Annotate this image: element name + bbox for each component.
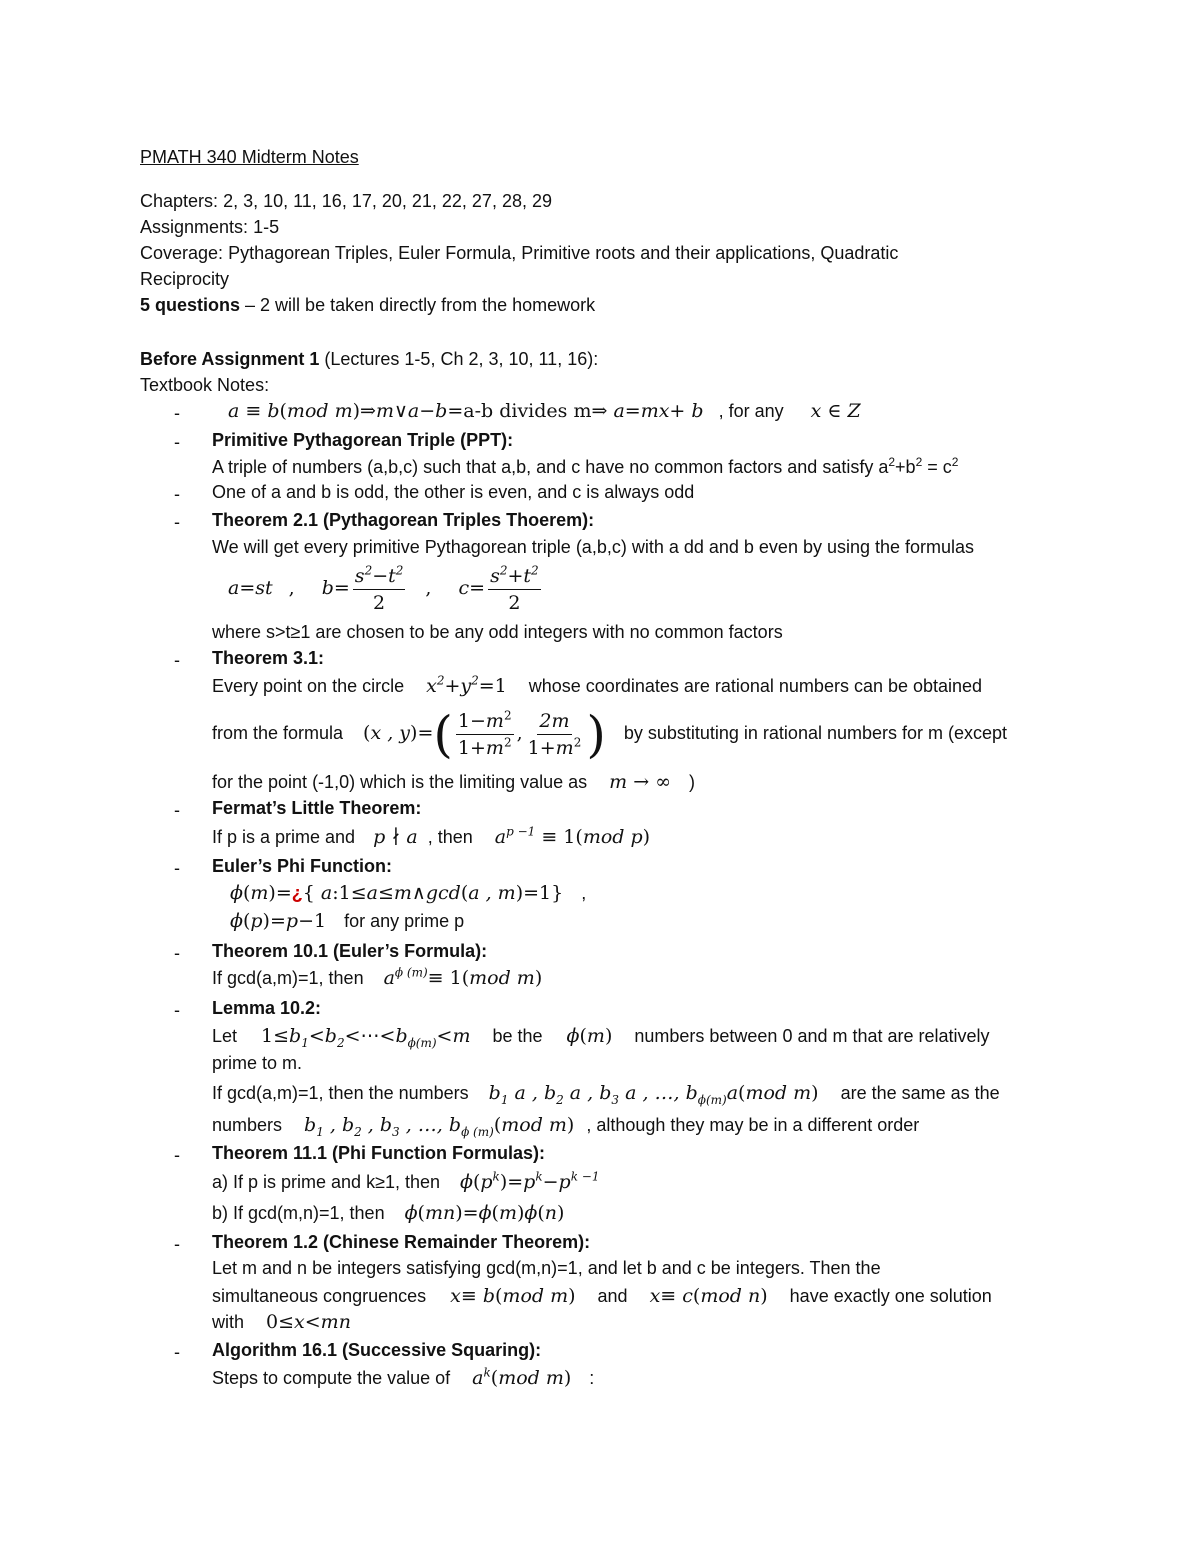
algorithm-16-1-steps: Steps to compute the value of $a^k(mod$ m) :: [212, 1365, 595, 1389]
bullet: -: [174, 1145, 180, 1165]
fermat-statement: If p is a prime and p ∤ a , then $a^{p -1} \equiv 1(mod$ p): [212, 824, 651, 848]
bullet: -: [174, 403, 180, 423]
mod-definition: a ≡ b(mod m)⇒m∨a−b=a-b divides m⇒ a=mx+ b , for any x ∈ Z: [228, 400, 861, 422]
bullet: -: [174, 1000, 180, 1020]
phi-title: Euler’s Phi Function:: [212, 856, 393, 876]
fermat-title: Fermat’s Little Theorem:: [212, 798, 422, 818]
lemma-10-2-prime: prime to m.: [212, 1053, 303, 1073]
theorem-3-1-circle: Every point on the circle $x^2+y^2=1$ whose coordinates are rational numbers can be obtained: [212, 673, 983, 697]
lemma-10-2-title: Lemma 10.2:: [212, 998, 322, 1018]
theorem-11-1-b: b) If gcd(m,n)=1, then ϕ(mn)=ϕ(m)ϕ(n): [212, 1202, 565, 1224]
theorem-3-1-title: Theorem 3.1:: [212, 648, 325, 668]
bullet: -: [174, 1234, 180, 1254]
crt-title: Theorem 1.2 (Chinese Remainder Theorem):: [212, 1232, 591, 1252]
theorem-10-1-statement: If gcd(a,m)=1, then $a^{\phi (m)}\equiv 1(mod$ m): [212, 965, 543, 989]
crt-range: with 0≤x<mn: [212, 1311, 351, 1333]
crt-description: Let m and n be integers satisfying gcd(m,n)=1, and let b and c be integers. Then the: [212, 1258, 881, 1278]
phi-definition: ϕ(m)=¿{ a:1≤a≤m∧gcd(a , m)=1} ,: [230, 882, 587, 904]
theorem-10-1-title: Theorem 10.1 (Euler’s Formula):: [212, 941, 488, 961]
ppt-title: Primitive Pythagorean Triple (PPT):: [212, 430, 514, 450]
assignments-line: Assignments: 1-5: [140, 217, 280, 237]
section-heading: Before Assignment 1 (Lectures 1-5, Ch 2, 3, 10, 11, 16):: [140, 349, 599, 369]
theorem-3-1-formula: from the formula (x , y)=( $\frac{1-m^2}{1+m^2}$ , $\frac{2m}{1+m^2}$ ) by substituting in rational numbers for m (except: [212, 705, 1008, 764]
crt-congruences: simultaneous congruences x≡ b(mod m) and x≡ c(mod n) have exactly one solution: [212, 1285, 992, 1307]
bullet: -: [174, 943, 180, 963]
theorem-11-1-title: Theorem 11.1 (Phi Function Formulas):: [212, 1143, 546, 1163]
section-subheading: Textbook Notes:: [140, 375, 270, 395]
lemma-10-2-gcd: If gcd(a,m)=1, then the numbers $b_1$ a , $b_2$ a , $b_3$ a , …, $b_{\phi(m)}a(mod$ m) are the same as the: [212, 1082, 1000, 1107]
odd-even-note: One of a and b is odd, the other is even, and c is always odd: [212, 482, 695, 502]
ppt-description: A triple of numbers (a,b,c) such that a,b, and c have no common factors and satisfy $a^2+b^2 = c^2$: [212, 455, 959, 477]
theorem-11-1-a: a) If p is prime and k≥1, then $\phi(p^k)=p^k-p^{k -1}$: [212, 1169, 600, 1193]
chapters-line: Chapters: 2, 3, 10, 11, 16, 17, 20, 21, 22, 27, 28, 29: [140, 191, 552, 211]
questions-line: 5 questions – 2 will be taken directly from the homework: [140, 295, 596, 315]
bullet: -: [174, 484, 180, 504]
lemma-10-2-numbers: numbers $b_1$ , $b_2$ , $b_3$ , …, $b_{\phi (m)}(mod$ m) , although they may be in a different order: [212, 1114, 920, 1139]
bullet: -: [174, 800, 180, 820]
bullet: -: [174, 512, 180, 532]
theorem-3-1-limit: for the point (-1,0) which is the limiting value as m → ∞ ): [212, 771, 696, 793]
bullet: -: [174, 1342, 180, 1362]
algorithm-16-1-title: Algorithm 16.1 (Successive Squaring):: [212, 1340, 542, 1360]
phi-prime: ϕ(p)=p−1 for any prime p: [230, 910, 465, 932]
bullet: -: [174, 650, 180, 670]
bullet: -: [174, 432, 180, 452]
page-title: PMATH 340 Midterm Notes: [140, 147, 359, 167]
lemma-10-2-let: Let $1\le b_1<b_2<\cdots<b_{\phi(m)}<m$ be the ϕ(m) numbers between 0 and m that are relatively: [212, 1025, 990, 1050]
coverage-continued: Reciprocity: [140, 269, 230, 289]
theorem-2-1-title: Theorem 2.1 (Pythagorean Triples Thoerem):: [212, 510, 595, 530]
pythagorean-formulas: a=st , b= $\frac{s^2-t^2}{2}$ , c= $\frac{s^2+t^2}{2}$: [228, 563, 539, 614]
theorem-2-1-conditions: where s>t≥1 are chosen to be any odd integers with no common factors: [212, 622, 783, 642]
coverage-line: Coverage: Pythagorean Triples, Euler Formula, Primitive roots and their applications, Quadratic: [140, 243, 899, 263]
bullet: -: [174, 858, 180, 878]
theorem-2-1-description: We will get every primitive Pythagorean triple (a,b,c) with a dd and b even by using the formulas: [212, 537, 975, 557]
